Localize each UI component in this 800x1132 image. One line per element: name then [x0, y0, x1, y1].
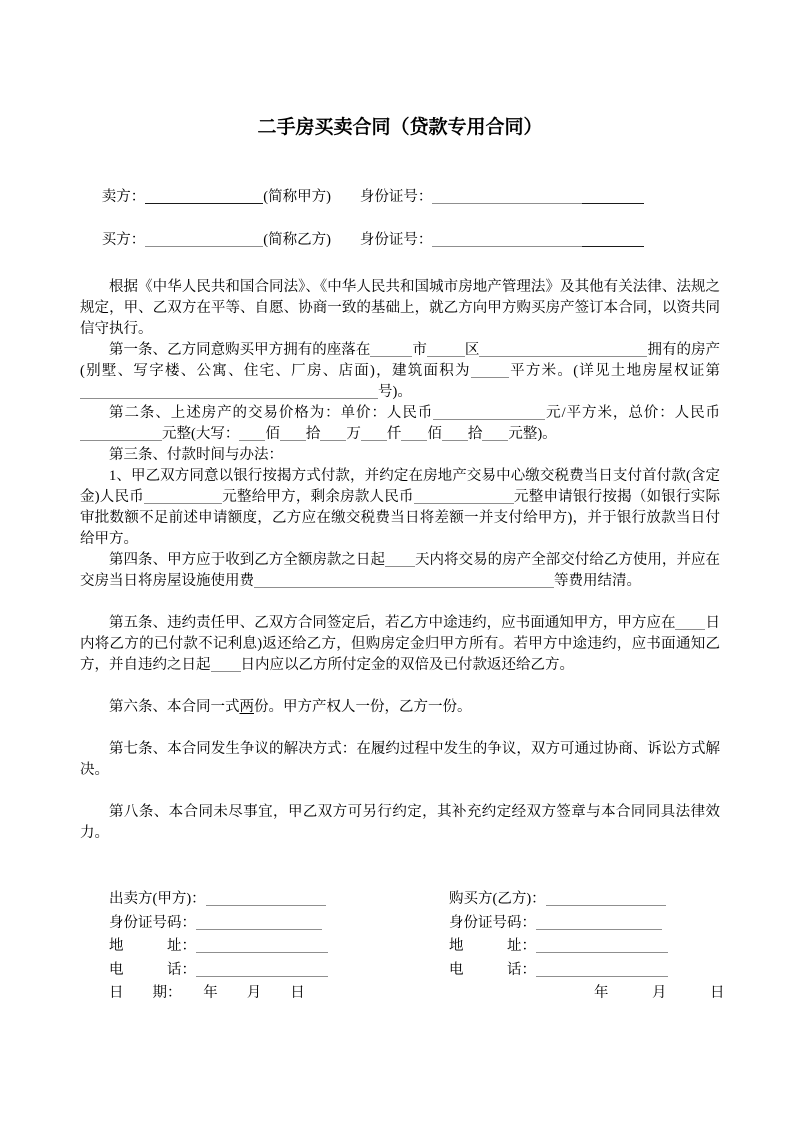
buyer-address-row: 地 址：	[449, 935, 725, 959]
signature-section	[80, 888, 725, 1006]
blank-field	[432, 189, 582, 204]
seller-id-row: 身份证号码：	[109, 912, 421, 936]
blank-field	[427, 342, 465, 357]
blank-field	[401, 426, 427, 441]
seller-address-row: 地 址：	[109, 935, 421, 959]
preamble-paragraph: 根据《中华人民共和国合同法》、《中华人民共和国城市房地产管理法》及其他有关法律、法规之规定，甲、乙双方在平等、自愿、协商一致的基础上，就乙方向甲方购买房产签订本合同，以资共同信守执行。	[80, 279, 720, 337]
blank-field	[320, 426, 346, 441]
blank-field	[414, 489, 514, 504]
blank-field	[144, 489, 222, 504]
buyer-id-row: 身份证号码：	[449, 912, 725, 936]
seller-name-row: 出卖方(甲方)：	[109, 888, 421, 912]
clause-6: 第六条、本合同一式两份。甲方产权人一份，乙方一份。	[109, 699, 472, 715]
seller-date-line: 日 期： 年 月 日	[109, 985, 305, 1001]
blank-field	[80, 426, 162, 441]
blank-field	[196, 915, 322, 930]
buyer-date-line: 年 月 日	[594, 985, 725, 1001]
blank-field	[536, 915, 662, 930]
blank-field	[80, 384, 378, 399]
blank-field	[145, 232, 263, 247]
blank-field	[536, 962, 668, 977]
blank-field	[196, 938, 328, 953]
blank-field	[211, 657, 241, 672]
clause-4: 第四条、甲方应于收到乙方全额房款之日起 天内将交易的房产全部交付给乙方使用，并应在交房当日将房屋设施使用费 等费用结清。	[80, 552, 721, 589]
buyer-name-row: 购买方(乙方)：	[449, 888, 725, 912]
underlined-text: 两	[239, 699, 254, 715]
blank-field	[482, 426, 508, 441]
blank-field	[479, 342, 647, 357]
blank-field	[206, 891, 326, 906]
blank-field	[432, 232, 582, 247]
contract-title: 二手房买卖合同（贷款专用合同）	[257, 117, 543, 138]
clause-7: 第七条、本合同发生争议的解决方式：在履约过程中发生的争议，双方可通过协商、诉讼方式解决。	[80, 741, 720, 778]
blank-field	[442, 426, 468, 441]
blank-field	[280, 426, 306, 441]
blank-field	[582, 232, 644, 247]
blank-field	[471, 363, 509, 378]
clause-1: 第一条、乙方同意购买甲方拥有的座落在 市 区 拥有的房产(别墅、写字楼、公寓、住宅、厂房、店面)，建筑面积为 平方米。(详见土地房屋权证第号)。	[80, 342, 721, 400]
blank-field	[145, 189, 263, 204]
blank-field	[546, 891, 666, 906]
blank-field	[239, 426, 265, 441]
blank-field	[254, 573, 554, 588]
buyer-signature-block	[449, 888, 725, 1006]
clause-3-title: 第三条、付款时间与办法：	[109, 447, 283, 463]
blank-field	[675, 615, 705, 630]
buyer-party-line: 买方： (简称乙方) 身份证号：	[80, 230, 720, 250]
seller-party-line: 卖方： (简称甲方) 身份证号：	[80, 187, 720, 207]
seller-phone-row: 电 话：	[109, 959, 421, 983]
clause-3-item-1: 1、甲乙双方同意以银行按揭方式付款，并约定在房地产交易中心缴交税费当日支付首付款(含定金)人民币 元整给甲方，剩余房款人民币 元整申请银行按揭（如银行实际审批数额不足前述申请额度，乙方应在缴交税费当日将差额一并支付给甲方)，并于银行放款当日付给甲方。	[80, 468, 720, 547]
blank-field	[582, 189, 644, 204]
blank-field	[370, 342, 412, 357]
blank-field	[385, 552, 415, 567]
seller-signature-block	[109, 888, 421, 1006]
blank-field	[361, 426, 387, 441]
clause-5: 第五条、违约责任甲、乙双方合同签定后，若乙方中途违约，应书面通知甲方，甲方应在 日内将乙方的已付款不记利息)返还给乙方，但购房定金归甲方所有。若甲方中途违约，应书面通知乙方，并自违约之日起 日内应以乙方所付定金的双倍及已付款返还给乙方。	[80, 615, 721, 673]
blank-field	[536, 938, 668, 953]
buyer-phone-row: 电 话：	[449, 959, 725, 983]
blank-field	[433, 405, 545, 420]
clause-2: 第二条、上述房产的交易价格为：单价：人民币 元/平方米，总价：人民币元整(大写： 佰 拾 万 仟 佰 拾 元整)。	[80, 403, 720, 445]
blank-field	[196, 962, 328, 977]
clause-8: 第八条、本合同未尽事宜，甲乙双方可另行约定，其补充约定经双方签章与本合同同具法律效力。	[80, 804, 720, 841]
